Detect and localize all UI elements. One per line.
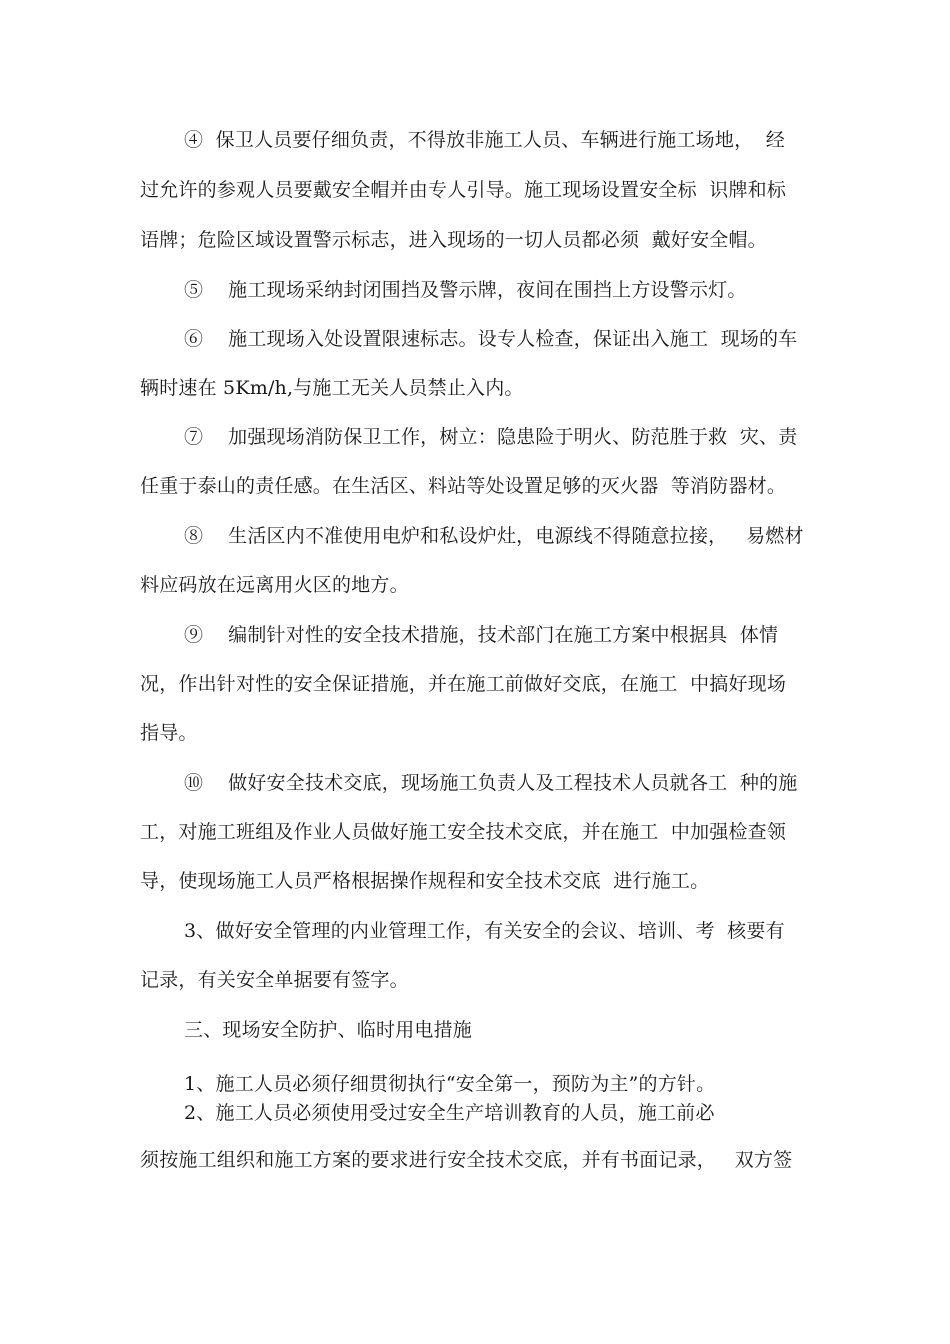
text-line: 辆时速在 5Km/h,与施工无关人员禁止入内。 [140,377,524,399]
text-line: 过允许的参观人员要戴安全帽并由专人引导。施工现场设置安全标 识牌和标 [140,179,787,201]
text-line: 工，对施工班组及作业人员做好施工安全技术交底，并在施工 中加强检查领 [140,821,787,843]
text-line: 况，作出针对性的安全保证措施，并在施工前做好交底，在施工 中搞好现场 [140,673,787,695]
text-line: ⑨ 编制针对性的安全技术措施，技术部门在施工方案中根据具 体情 [184,624,779,646]
text-line: ⑩ 做好安全技术交底，现场施工负责人及工程技术人员就各工 种的施 [184,772,798,794]
text-line: 指导。 [140,722,198,744]
text-line: 导，使现场施工人员严格根据操作规程和安全技术交底 进行施工。 [140,870,710,892]
text-line: ④ 保卫人员要仔细负责，不得放非施工人员、车辆进行施工场地， 经 [184,129,785,151]
text-line: 语牌；危险区域设置警示标志，进入现场的一切人员都必须 戴好安全帽。 [140,229,767,251]
text-line: 2、施工人员必须使用受过安全生产培训教育的人员，施工前必 [184,1102,715,1124]
section-heading: 三、现场安全防护、临时用电措施 [184,1019,473,1041]
text-line: 记录，有关安全单据要有签字。 [140,969,409,991]
text-line: 任重于泰山的责任感。在生活区、料站等处设置足够的灭火器 等消防器材。 [140,475,787,497]
text-line: ⑤ 施工现场采纳封闭围挡及警示牌，夜间在围挡上方设警示灯。 [184,279,747,301]
text-line: 须按施工组织和施工方案的要求进行安全技术交底，并有书面记录， 双方签 [140,1149,793,1171]
text-line: ⑥ 施工现场入处设置限速标志。设专人检查，保证出入施工 现场的车 [184,328,798,350]
text-line: 3、做好安全管理的内业管理工作，有关安全的会议、培训、考 核要有 [184,920,785,942]
text-line: 1、施工人员必须仔细贯彻执行“安全第一，预防为主”的方针。 [184,1073,716,1095]
text-line: 料应码放在远离用火区的地方。 [140,574,409,596]
text-line: ⑧ 生活区内不准使用电炉和私设炉灶，电源线不得随意拉接， 易燃材 [184,525,804,547]
text-line: ⑦ 加强现场消防保卫工作，树立：隐患险于明火、防范胜于救 灾、责 [184,426,798,448]
